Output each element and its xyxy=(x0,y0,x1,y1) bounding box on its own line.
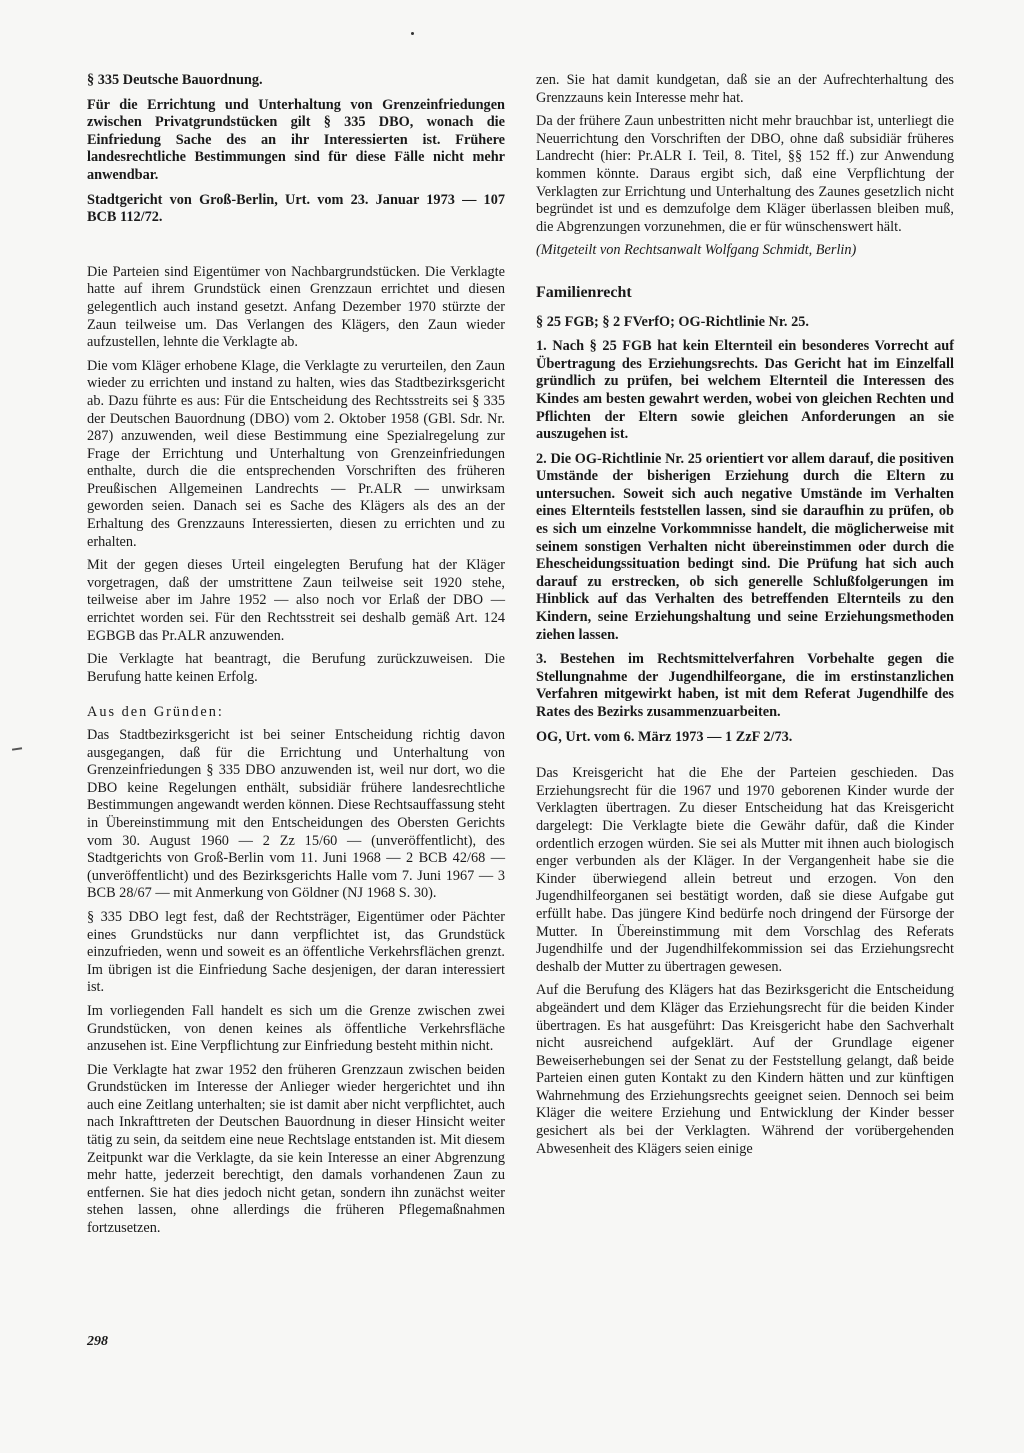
facts-paragraph: Die Parteien sind Eigentümer von Nachbargrundstücken. Die Verklagte hatte auf ihrem Grundstück einen Grenzzaun errichtet und diesen gelegentlich auch instand gesetzt. Anfang Dezember 1970 stürzte der Zaun teilweise um. Das Verlangen des Klägers, den Zaun wieder aufzustellen, lehnte die Verklagte ab. xyxy=(87,263,505,351)
attribution: (Mitgeteilt von Rechtsanwalt Wolfgang Schmidt, Berlin) xyxy=(536,242,857,259)
reasons-paragraph: Die Verklagte hat zwar 1952 den früheren Grenzzaun zwischen beiden Grundstücken im Interesse der Anlieger wieder hergerichtet und ihn auch eine Zeitlang unterhalten; sie ist damit aber nicht verpflichtet, auch nach Inkrafttreten der Deutschen Bauordnung in dieser Hinsicht weiter tätig zu sein, da seitdem eine neue Rechtslage entstanden ist. Mit diesem Zeitpunkt war die Verklagte, da sie kein Interesse an einer Abgrenzung mehr hatte, jederzeit berechtigt, den damals vorhandenen Zaun zu entfernen. Sie hat dies jedoch nicht getan, sondern ihn zunächst weiter stehen lassen, ohne allerdings die früheren Pflegemaßnahmen fortzusetzen. xyxy=(87,1061,505,1237)
section-title: Familienrecht xyxy=(536,283,632,301)
reasons-paragraph: Im vorliegenden Fall handelt es sich um die Grenze zwischen zwei Grundstücken, von denen keines als öffentliche Verkehrsfläche anzusehen ist. Eine Verpflichtung zur Einfriedung besteht mithin nicht. xyxy=(87,1002,505,1055)
continuation-paragraph: Da der frühere Zaun unbestritten nicht mehr brauchbar ist, unterliegt die Neuerrichtung den Vorschriften der DBO, ohne daß subsidiär früheres Landrecht (hier: Pr.ALR I. Teil, 8. Titel, §§ 152 ff.) zur Anwendung kommen könnte. Daraus ergibt sich, daß eine Verpflichtung der Verklagten zur Errichtung und Unterhaltung des Zaunes gesetzlich nicht begründet ist und es demzufolge dem Kläger überlassen bleiben muß, die Abgrenzungen vorzunehmen, die er für wünschenswert hält. xyxy=(536,113,954,235)
headnote-summary: Für die Errichtung und Unterhaltung von Grenzeinfriedungen zwischen Privatgrundstücken gilt § 335 DBO, wonach die Einfriedung Sache des an ihr Interessierten ist. Frühere landesrechtliche Bestimmungen sind für diese Fälle nicht mehr anwendbar. xyxy=(87,96,505,183)
facts-paragraph: Die Verklagte hat beantragt, die Berufung zurückzuweisen. Die Berufung hatte keinen Erfolg. xyxy=(87,651,505,685)
headnote-point: 3. Bestehen im Rechtsmittelverfahren Vorbehalte gegen die Stellungnahme der Jugendhilfeorgane, die im erstinstanzlichen Verfahren mitgewirkt haben, ist mit dem Referat Jugendhilfe des Rates des Bezirks zusammenzuarbeiten. xyxy=(536,651,954,720)
margin-mark xyxy=(12,747,22,750)
case-citation: Stadtgericht von Groß-Berlin, Urt. vom 23. Januar 1973 — 107 BCB 112/72. xyxy=(87,191,505,226)
facts-paragraph: Das Kreisgericht hat die Ehe der Parteien geschieden. Das Erziehungsrecht für die 1967 und 1970 geborenen Kinder wurde der Verklagten übertragen. Zu dieser Entscheidung hat das Kreisgericht dargelegt: Die Verklagte biete die Gewähr dafür, daß die Kinder ordentlich erzogen würden. Sie sei als Mutter mit ihnen auch biologisch enger verbunden als der Kläger. In der Vergangenheit habe sie die Kinder überwiegend allein betreut und erzogen. Von den Jugendhilfeorganen sei bestätigt worden, daß sie diese Aufgabe gut erfüllt habe. Das jüngere Kind bedürfe noch dringend der Fürsorge der Mutter. In Übereinstimmung mit dem Vorschlag des Referats Jugendhilfe und der Jugendhilfekommission sei das Erziehungsrecht deshalb der Mutter zu übertragen gewesen. xyxy=(536,765,954,975)
facts-paragraph: Auf die Berufung des Klägers hat das Bezirksgericht die Entscheidung abgeändert und dem Kläger das Erziehungsrecht für die beiden Kinder übertragen. Es hat ausgeführt: Das Kreisgericht habe den Sachverhalt nicht ausreichend aufgeklärt. Auf der Grundlage eigener Beweiserhebungen sei der Senat zu der Feststellung gelangt, daß beide Parteien einen guten Kontakt zu den Kindern hätten und zur künftigen Wahrnehmung des Erziehungsrechts geeignet seien. Dennoch sei beim Kläger die weitere Erziehung und Entwicklung der Kinder besser gesichert als bei der Verklagten. Während der vorübergehenden Abwesenheit des Klägers seien einige xyxy=(536,982,954,1157)
reasons-paragraph: § 335 DBO legt fest, daß der Rechtsträger, Eigentümer oder Pächter eines Grundstücks nur dann verpflichtet ist, das Grundstück einzufrieden, wenn und soweit es an öffentliche Verkehrsflächen grenzt. Im übrigen ist die Einfriedung Sache desjenigen, der daran interessiert ist. xyxy=(87,908,505,996)
right-column xyxy=(536,72,954,1164)
statute-heading: § 335 Deutsche Bauordnung. xyxy=(87,72,263,88)
page-number: 298 xyxy=(87,1334,108,1349)
stray-dot xyxy=(411,32,414,35)
statute-heading: § 25 FGB; § 2 FVerfO; OG-Richtlinie Nr. 25. xyxy=(536,313,809,330)
continuation-paragraph: zen. Sie hat damit kundgetan, daß sie an der Aufrechterhaltung des Grenzzauns kein Interesse mehr hat. xyxy=(536,72,954,106)
case-citation: OG, Urt. vom 6. März 1973 — 1 ZzF 2/73. xyxy=(536,728,793,745)
headnote-bauordnung xyxy=(87,72,505,227)
headnote-familienrecht xyxy=(536,314,954,747)
facts-paragraph: Die vom Kläger erhobene Klage, die Verklagte zu verurteilen, den Zaun wieder zu errichten und instand zu halten, wies das Stadtbezirksgericht ab. Dazu führte es aus: Für die Entscheidung des Rechtsstreits sei § 335 der Deutschen Bauordnung (DBO) vom 2. Oktober 1958 (GBl. Sdr. Nr. 287) anzuwenden, weil diese Bestimmung eine Spezialregelung zur Frage der Errichtung und Unterhaltung von Grenzeinfriedungen enthalte, durch die die entsprechenden Vorschriften des früheren Preußischen Allgemeinen Landrechts — Pr.ALR — unwirksam geworden seien. Danach sei es Sache des Klägers als des an der Erhaltung des Grenzzauns Interessierten, diesen zu errichten und zu erhalten. xyxy=(87,357,505,550)
reasons-paragraph: Das Stadtbezirksgericht ist bei seiner Entscheidung richtig davon ausgegangen, daß für die Errichtung und Unterhaltung von Grenzeinfriedungen § 335 DBO anzuwenden ist, weil nur dort, wo die DBO keine Regelungen enthält, subsidiär frühere landesrechtliche Bestimmungen angewandt werden können. Diese Rechtsauffassung steht in Übereinstimmung mit den Entscheidungen des Obersten Gerichts vom 30. August 1960 — 2 Zz 15/60 — (unveröffentlicht), des Stadtgerichts von Groß-Berlin vom 11. Juni 1968 — 2 BCB 42/68 — (unveröffentlicht) und des Bezirksgerichts Halle vom 7. Juni 1967 — 3 BCB 28/67 — mit Anmerkung von Göldner (NJ 1968 S. 30). xyxy=(87,727,505,902)
left-column xyxy=(87,72,505,1244)
headnote-point: 2. Die OG-Richtlinie Nr. 25 orientiert vor allem darauf, die positiven Umstände der bisherigen Erziehung durch die Eltern zu untersuchen. Soweit sich auch negative Umstände im Verhalten eines Elternteils feststellen lassen, sind sie daraufhin zu prüfen, ob es sich um einzelne Vorkommnisse handelt, die möglicherweise mit seinem sonstigen Verhalten nicht übereinstimmen oder durch die Ehescheidungssituation bedingt sind. Die Prüfung hat sich auch darauf zu erstrecken, ob sich generelle Schlußfolgerungen im Hinblick auf das Verhalten des betreffenden Elternteils zu den Kindern, seine Erziehungshaltung und seine Erziehungsmethoden ziehen lassen. xyxy=(536,450,954,643)
headnote-point: 1. Nach § 25 FGB hat kein Elternteil ein besonderes Vorrecht auf Übertragung des Erziehungsrechts. Das Gericht hat im Einzelfall gründlich zu prüfen, bei welchem Elternteil die Interessen des Kindes am besten gewahrt werden, wobei von gleichen Rechten und Pflichten der Eltern sowie gleichen Anforderungen an sie auszugehen ist. xyxy=(536,338,954,443)
facts-paragraph: Mit der gegen dieses Urteil eingelegten Berufung hat der Kläger vorgetragen, daß der umstrittene Zaun teilweise seit 1920 stehe, teilweise aber im Jahre 1952 — also noch vor Erlaß der DBO — errichtet worden sei. Für den Rechtsstreit sei deshalb gemäß Art. 124 EGBGB das Pr.ALR anzuwenden. xyxy=(87,557,505,644)
reasons-heading: Aus den Gründen: xyxy=(87,704,224,721)
